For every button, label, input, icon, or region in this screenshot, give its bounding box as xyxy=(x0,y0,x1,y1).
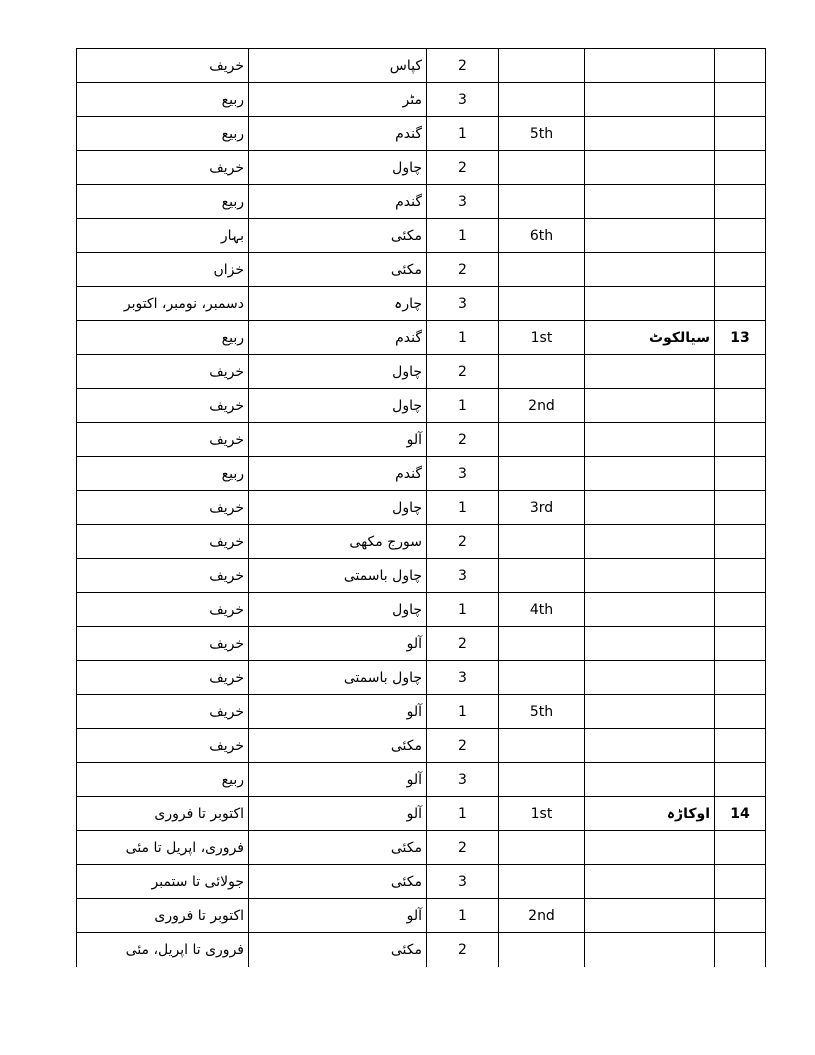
crop-table xyxy=(76,48,766,967)
crop-cell: آلو xyxy=(249,695,427,729)
rank-cell: 1 xyxy=(427,593,499,627)
crop-cell: مکئی xyxy=(249,219,427,253)
serial-number-cell xyxy=(715,559,766,593)
order-cell: 5th xyxy=(499,117,585,151)
order-cell xyxy=(499,933,585,967)
crop-cell: آلو xyxy=(249,899,427,933)
order-cell xyxy=(499,185,585,219)
rank-cell: 2 xyxy=(427,151,499,185)
serial-number-cell: 13 xyxy=(715,321,766,355)
table-row xyxy=(77,661,766,695)
district-cell xyxy=(585,491,715,525)
serial-number-cell xyxy=(715,899,766,933)
serial-number-cell xyxy=(715,253,766,287)
district-cell xyxy=(585,627,715,661)
crop-cell: چاول باسمتی xyxy=(249,559,427,593)
table-row xyxy=(77,729,766,763)
district-cell xyxy=(585,355,715,389)
crop-cell: گندم xyxy=(249,117,427,151)
rank-cell: 3 xyxy=(427,83,499,117)
season-cell: خریف xyxy=(77,423,249,457)
district-cell xyxy=(585,219,715,253)
season-cell: خریف xyxy=(77,491,249,525)
season-cell: ربیع xyxy=(77,457,249,491)
serial-number-cell xyxy=(715,831,766,865)
season-cell: ربیع xyxy=(77,321,249,355)
rank-cell: 3 xyxy=(427,457,499,491)
table-row xyxy=(77,49,766,83)
table-row xyxy=(77,423,766,457)
season-cell: اکتوبر تا فروری xyxy=(77,797,249,831)
serial-number-cell xyxy=(715,491,766,525)
table-row xyxy=(77,763,766,797)
table-row xyxy=(77,559,766,593)
table-row xyxy=(77,899,766,933)
order-cell xyxy=(499,287,585,321)
district-cell xyxy=(585,763,715,797)
crop-cell: آلو xyxy=(249,423,427,457)
order-cell xyxy=(499,661,585,695)
serial-number-cell xyxy=(715,695,766,729)
rank-cell: 2 xyxy=(427,423,499,457)
rank-cell: 2 xyxy=(427,933,499,967)
season-cell: جولائی تا ستمبر xyxy=(77,865,249,899)
order-cell: 6th xyxy=(499,219,585,253)
table-row xyxy=(77,117,766,151)
order-cell xyxy=(499,457,585,491)
season-cell: خریف xyxy=(77,661,249,695)
rank-cell: 3 xyxy=(427,865,499,899)
district-cell: اوکاڑہ xyxy=(585,797,715,831)
table-row xyxy=(77,933,766,967)
order-cell: 2nd xyxy=(499,899,585,933)
crop-cell: آلو xyxy=(249,627,427,661)
district-cell xyxy=(585,729,715,763)
crop-cell: آلو xyxy=(249,763,427,797)
rank-cell: 1 xyxy=(427,695,499,729)
serial-number-cell xyxy=(715,593,766,627)
rank-cell: 1 xyxy=(427,491,499,525)
crop-cell: چارہ xyxy=(249,287,427,321)
serial-number-cell xyxy=(715,83,766,117)
season-cell: خریف xyxy=(77,389,249,423)
season-cell: ربیع xyxy=(77,185,249,219)
table-row xyxy=(77,491,766,525)
serial-number-cell xyxy=(715,627,766,661)
crop-cell: چاول xyxy=(249,593,427,627)
serial-number-cell xyxy=(715,49,766,83)
serial-number-cell xyxy=(715,525,766,559)
rank-cell: 1 xyxy=(427,899,499,933)
rank-cell: 2 xyxy=(427,627,499,661)
table-row xyxy=(77,185,766,219)
table-row xyxy=(77,151,766,185)
rank-cell: 1 xyxy=(427,219,499,253)
crop-cell: مکئی xyxy=(249,933,427,967)
serial-number-cell: 14 xyxy=(715,797,766,831)
order-cell: 1st xyxy=(499,797,585,831)
district-cell xyxy=(585,525,715,559)
order-cell xyxy=(499,729,585,763)
season-cell: خریف xyxy=(77,355,249,389)
serial-number-cell xyxy=(715,185,766,219)
crop-cell: چاول باسمتی xyxy=(249,661,427,695)
season-cell: خزاں xyxy=(77,253,249,287)
serial-number-cell xyxy=(715,729,766,763)
table-row xyxy=(77,219,766,253)
crop-cell: کپاس xyxy=(249,49,427,83)
district-cell xyxy=(585,253,715,287)
table-row xyxy=(77,457,766,491)
rank-cell: 1 xyxy=(427,117,499,151)
table-row xyxy=(77,593,766,627)
rank-cell: 1 xyxy=(427,321,499,355)
crop-cell: مکئی xyxy=(249,253,427,287)
serial-number-cell xyxy=(715,763,766,797)
season-cell: خریف xyxy=(77,559,249,593)
district-cell xyxy=(585,865,715,899)
table-row xyxy=(77,355,766,389)
season-cell: خریف xyxy=(77,627,249,661)
rank-cell: 3 xyxy=(427,763,499,797)
order-cell xyxy=(499,423,585,457)
crop-cell: مکئی xyxy=(249,865,427,899)
rank-cell: 3 xyxy=(427,559,499,593)
season-cell: ربیع xyxy=(77,117,249,151)
district-cell xyxy=(585,389,715,423)
district-cell xyxy=(585,49,715,83)
order-cell: 5th xyxy=(499,695,585,729)
crop-table-body xyxy=(77,49,766,967)
serial-number-cell xyxy=(715,117,766,151)
district-cell xyxy=(585,83,715,117)
season-cell: فروری تا اپریل، مئی xyxy=(77,933,249,967)
serial-number-cell xyxy=(715,865,766,899)
table-row xyxy=(77,389,766,423)
table-row xyxy=(77,865,766,899)
order-cell xyxy=(499,865,585,899)
order-cell xyxy=(499,627,585,661)
order-cell xyxy=(499,831,585,865)
district-cell xyxy=(585,185,715,219)
crop-cell: مکئی xyxy=(249,831,427,865)
crop-cell: چاول xyxy=(249,389,427,423)
serial-number-cell xyxy=(715,355,766,389)
season-cell: ربیع xyxy=(77,83,249,117)
crop-cell: مٹر xyxy=(249,83,427,117)
order-cell xyxy=(499,83,585,117)
district-cell xyxy=(585,831,715,865)
crop-cell: سورج مکھی xyxy=(249,525,427,559)
serial-number-cell xyxy=(715,423,766,457)
order-cell xyxy=(499,355,585,389)
season-cell: دسمبر، نومبر، اکتوبر xyxy=(77,287,249,321)
order-cell: 4th xyxy=(499,593,585,627)
crop-cell: چاول xyxy=(249,151,427,185)
district-cell xyxy=(585,593,715,627)
district-cell xyxy=(585,695,715,729)
district-cell xyxy=(585,287,715,321)
order-cell xyxy=(499,763,585,797)
district-cell xyxy=(585,423,715,457)
table-row xyxy=(77,83,766,117)
crop-cell: چاول xyxy=(249,355,427,389)
rank-cell: 3 xyxy=(427,287,499,321)
district-cell xyxy=(585,457,715,491)
rank-cell: 2 xyxy=(427,525,499,559)
serial-number-cell xyxy=(715,457,766,491)
table-row xyxy=(77,627,766,661)
district-cell xyxy=(585,117,715,151)
serial-number-cell xyxy=(715,661,766,695)
district-cell xyxy=(585,661,715,695)
season-cell: اکتوبر تا فروری xyxy=(77,899,249,933)
serial-number-cell xyxy=(715,219,766,253)
serial-number-cell xyxy=(715,389,766,423)
rank-cell: 3 xyxy=(427,661,499,695)
season-cell: خریف xyxy=(77,151,249,185)
rank-cell: 2 xyxy=(427,49,499,83)
crop-cell: مکئی xyxy=(249,729,427,763)
season-cell: فروری، اپریل تا مئی xyxy=(77,831,249,865)
table-row xyxy=(77,831,766,865)
season-cell: خریف xyxy=(77,729,249,763)
order-cell xyxy=(499,253,585,287)
order-cell xyxy=(499,151,585,185)
district-cell xyxy=(585,933,715,967)
district-cell xyxy=(585,559,715,593)
crop-cell: گندم xyxy=(249,321,427,355)
order-cell xyxy=(499,525,585,559)
rank-cell: 2 xyxy=(427,355,499,389)
order-cell: 3rd xyxy=(499,491,585,525)
rank-cell: 1 xyxy=(427,389,499,423)
rank-cell: 2 xyxy=(427,253,499,287)
district-cell xyxy=(585,151,715,185)
serial-number-cell xyxy=(715,287,766,321)
table-row xyxy=(77,525,766,559)
crop-cell: چاول xyxy=(249,491,427,525)
serial-number-cell xyxy=(715,933,766,967)
table-row xyxy=(77,253,766,287)
crop-cell: گندم xyxy=(249,185,427,219)
order-cell: 1st xyxy=(499,321,585,355)
season-cell: خریف xyxy=(77,49,249,83)
table-row xyxy=(77,287,766,321)
district-cell xyxy=(585,899,715,933)
order-cell: 2nd xyxy=(499,389,585,423)
rank-cell: 2 xyxy=(427,729,499,763)
serial-number-cell xyxy=(715,151,766,185)
crop-cell: آلو xyxy=(249,797,427,831)
rank-cell: 2 xyxy=(427,831,499,865)
season-cell: ربیع xyxy=(77,763,249,797)
season-cell: خریف xyxy=(77,593,249,627)
order-cell xyxy=(499,559,585,593)
rank-cell: 1 xyxy=(427,797,499,831)
order-cell xyxy=(499,49,585,83)
table-row xyxy=(77,695,766,729)
table-row xyxy=(77,321,766,355)
season-cell: بہار xyxy=(77,219,249,253)
district-cell: سیالکوٹ xyxy=(585,321,715,355)
season-cell: خریف xyxy=(77,525,249,559)
season-cell: خریف xyxy=(77,695,249,729)
crop-cell: گندم xyxy=(249,457,427,491)
table-row xyxy=(77,797,766,831)
rank-cell: 3 xyxy=(427,185,499,219)
